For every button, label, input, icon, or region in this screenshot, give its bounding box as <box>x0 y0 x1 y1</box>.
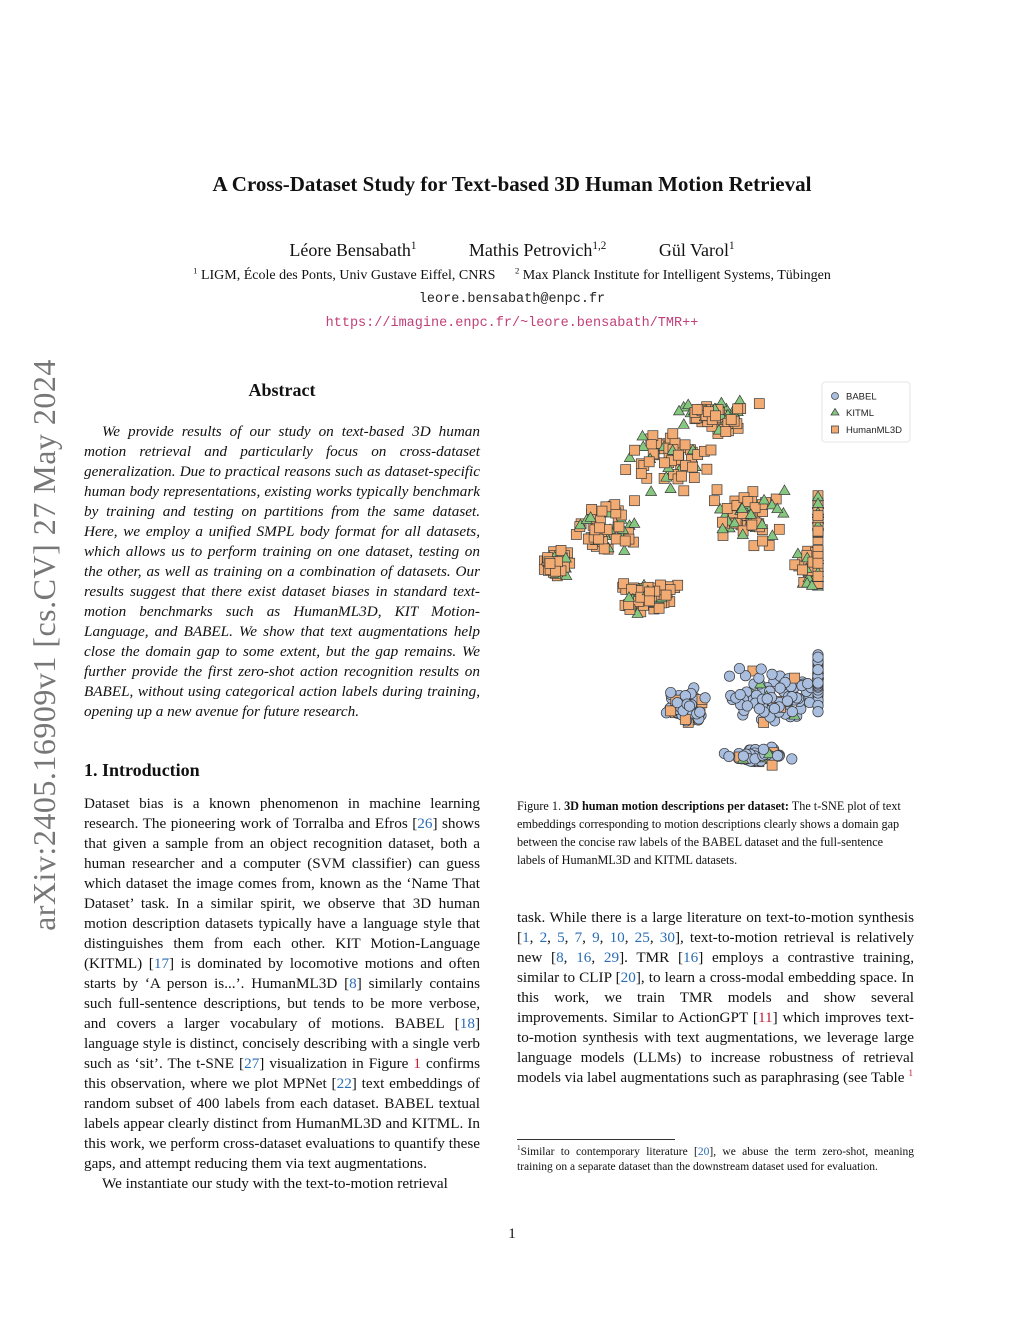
data-point-humanml3d <box>610 500 620 510</box>
data-point-babel <box>756 664 766 674</box>
citation-link[interactable]: 7 <box>574 929 583 946</box>
data-point-humanml3d <box>790 673 800 683</box>
figure-caption: Figure 1. 3D human motion descriptions per dataset: The t-SNE plot of text embeddings corresponding to motion descriptions clearly shows a domain gap between the concise raw labels of the BABEL dataset and the full-sentence labels of HumanML3D and KITML datasets. <box>517 799 901 867</box>
data-point-babel <box>758 744 768 754</box>
footnote-divider <box>517 1139 675 1140</box>
data-point-humanml3d <box>620 536 630 546</box>
data-point-humanml3d <box>754 399 764 409</box>
data-point-humanml3d <box>706 445 716 455</box>
data-point-humanml3d <box>692 404 702 414</box>
data-point-humanml3d <box>644 457 654 467</box>
introduction-text <box>84 794 480 1194</box>
data-point-humanml3d <box>630 445 640 455</box>
data-point-babel <box>735 689 745 699</box>
citation-link[interactable]: 16 <box>683 949 699 966</box>
abstract-text: We provide results of our study on text-based 3D human motion retrieval and particularly focus on cross-dataset generalization. Due to practical reasons such as dataset-specific human body representations, existing works typically benchmark by training and testing on partitions from the same dataset. Here, we employ a unified SMPL body format for all datasets, which allows us to perform training on one dataset, testing on the other, as well as training on a combination of datasets. Our results suggest that there exist dataset biases in standard text-motion benchmarks such as HumanML3D, KIT Motion-Language, and BABEL. We show that text augmentations help close the domain gap to some extent, but the gap remains. We further provide the first zero-shot action recognition results on BABEL, without using categorical action labels during training, opening up a new avenue for future research. <box>84 423 480 720</box>
data-point-humanml3d <box>648 431 658 441</box>
data-point-humanml3d <box>673 450 683 460</box>
legend-marker-babel <box>832 393 839 400</box>
paper-title: A Cross-Dataset Study for Text-based 3D Human Motion Retrieval <box>212 172 812 196</box>
data-point-humanml3d <box>677 471 687 481</box>
data-point-humanml3d <box>709 496 719 506</box>
data-point-kitml <box>646 486 657 496</box>
data-point-humanml3d <box>758 536 768 546</box>
data-point-humanml3d <box>614 522 624 532</box>
legend-label-kitml: KITML <box>846 408 874 419</box>
data-point-humanml3d <box>556 545 566 555</box>
table-link[interactable]: 11 <box>757 1009 773 1026</box>
citation-link[interactable]: 22 <box>336 1075 352 1092</box>
data-point-babel <box>813 678 823 688</box>
data-point-humanml3d <box>679 486 689 496</box>
affiliations <box>0 265 1024 284</box>
footnote: $^1$Similar to contemporary literature [20], we abuse the term zero-shot, meaning training on a separate dataset than the downstream dataset used for evaluation. <box>517 1144 915 1173</box>
legend-marker-humanml3d <box>832 426 839 433</box>
citation-link[interactable]: 2 <box>539 929 548 946</box>
citation-link[interactable]: 1 <box>522 929 530 946</box>
data-point-babel <box>734 663 744 673</box>
data-point-babel <box>787 707 797 717</box>
data-point-humanml3d <box>636 469 646 479</box>
data-point-humanml3d <box>689 473 699 483</box>
paragraph: We instantiate our study with the text-to-motion retrieval <box>102 1175 448 1192</box>
data-point-humanml3d <box>702 464 712 474</box>
data-point-humanml3d <box>645 587 655 597</box>
data-point-babel <box>754 704 764 714</box>
data-point-kitml <box>619 545 630 555</box>
data-point-humanml3d <box>599 544 609 554</box>
data-point-kitml <box>779 485 790 495</box>
citation-link[interactable]: 27 <box>244 1055 260 1072</box>
data-point-humanml3d <box>813 571 823 581</box>
footnote-marker[interactable]: 1 <box>908 1068 914 1079</box>
data-point-humanml3d <box>594 534 604 544</box>
data-point-humanml3d <box>722 503 732 513</box>
data-point-humanml3d <box>797 565 807 575</box>
data-point-humanml3d <box>813 511 823 521</box>
data-point-humanml3d <box>666 706 676 716</box>
citation-link[interactable]: 10 <box>609 929 625 946</box>
data-point-humanml3d <box>646 440 656 450</box>
data-point-babel <box>754 673 764 683</box>
author: Mathis Petrovich$^{1,2}$ <box>468 240 607 260</box>
data-point-babel <box>695 707 705 717</box>
citation-link[interactable]: 20 <box>620 969 636 986</box>
data-point-humanml3d <box>712 485 722 495</box>
data-point-humanml3d <box>668 429 678 439</box>
data-point-babel <box>742 701 752 711</box>
data-point-humanml3d <box>721 427 731 437</box>
data-point-humanml3d <box>644 596 654 606</box>
citation-link[interactable]: 16 <box>576 949 592 966</box>
data-point-humanml3d <box>659 458 669 468</box>
author-list <box>0 240 1024 261</box>
citation-link[interactable]: 25 <box>634 929 650 946</box>
data-point-humanml3d <box>767 760 777 770</box>
legend-label-babel: BABEL <box>846 391 877 403</box>
data-point-babel <box>813 665 823 675</box>
data-point-babel <box>772 751 782 761</box>
affiliation: $^1$ LIGM, École des Ponts, Univ Gustave Eiffel, CNRS <box>193 265 496 283</box>
data-point-humanml3d <box>748 487 758 497</box>
project-website-link[interactable]: https://imagine.enpc.fr/~leore.bensabath/TMR++ <box>325 316 699 331</box>
data-point-kitml <box>678 419 689 429</box>
data-point-babel <box>738 751 748 761</box>
data-point-humanml3d <box>733 404 743 414</box>
data-point-humanml3d <box>813 526 823 536</box>
data-point-humanml3d <box>688 462 698 472</box>
data-point-babel <box>700 693 710 703</box>
data-point-babel <box>724 671 734 681</box>
citation-link[interactable]: 29 <box>603 949 620 966</box>
citation-link[interactable]: 26 <box>417 815 433 832</box>
page-number: 1 <box>508 1226 516 1242</box>
arxiv-identifier: arXiv:2405.16909v1 [cs.CV] 27 May 2024 <box>26 359 62 931</box>
data-point-babel <box>769 703 779 713</box>
citation-link[interactable]: 8 <box>556 949 564 966</box>
contact-email[interactable]: leore.bensabath@enpc.fr <box>418 292 606 307</box>
data-point-humanml3d <box>813 558 823 568</box>
data-point-humanml3d <box>621 465 631 475</box>
data-point-kitml <box>665 483 676 493</box>
data-point-humanml3d <box>630 496 640 506</box>
data-point-babel <box>767 669 777 679</box>
scatter-points <box>539 395 823 770</box>
data-point-humanml3d <box>726 415 736 425</box>
citation-link[interactable]: 20 <box>697 1146 710 1158</box>
citation-link[interactable]: 5 <box>557 929 565 946</box>
tsne-scatter-plot <box>518 376 914 786</box>
right-column-text: task. While there is a large literature on text-to-motion synthesis [1, 2, 5, 7, 9, 10, 25, 30], text-to-motion retrieval is relatively new [8, 16, 29]. TMR [16] employs a contrastive training, similar to CLIP [20], to learn a cross-modal embedding space. In this work, we train TMR models and show several improvements. Similar to ActionGPT [11] which improves text-to-motion synthesis with text augmentations, we leverage large language models (LLMs) to increase robustness of retrieval models via label augmentations such as paraphrasing (see Table $^1$ <box>517 909 915 1086</box>
data-point-humanml3d <box>680 440 690 450</box>
affiliation: $^2$ Max Planck Institute for Intelligent Systems, Tübingen <box>514 265 831 283</box>
data-point-babel <box>813 707 823 717</box>
data-point-babel <box>762 694 772 704</box>
citation-link[interactable]: 30 <box>659 929 675 946</box>
section-heading-introduction: 1. Introduction <box>84 760 200 780</box>
data-point-humanml3d <box>654 603 664 613</box>
citation-link[interactable]: 8 <box>349 975 357 992</box>
citation-link[interactable]: 17 <box>153 955 170 972</box>
citation-link[interactable]: 9 <box>592 929 600 946</box>
author: Gül Varol$^1$ <box>658 240 735 260</box>
data-point-humanml3d <box>597 506 607 516</box>
abstract-heading: Abstract <box>248 380 316 400</box>
data-point-humanml3d <box>611 534 621 544</box>
chart-legend <box>822 382 910 442</box>
data-point-babel <box>724 751 734 761</box>
legend-label-humanml3d: HumanML3D <box>846 425 902 436</box>
data-point-babel <box>684 701 694 711</box>
data-point-babel <box>787 754 797 764</box>
data-point-babel <box>775 683 785 693</box>
data-point-humanml3d <box>711 411 721 421</box>
data-point-humanml3d <box>774 524 784 534</box>
figure-link[interactable]: 1 <box>413 1055 421 1072</box>
data-point-humanml3d <box>747 520 757 530</box>
citation-link[interactable]: 18 <box>459 1015 475 1032</box>
data-point-babel <box>666 687 676 697</box>
data-point-babel <box>813 652 823 662</box>
data-point-humanml3d <box>545 558 555 568</box>
paragraph: Dataset bias is a known phenomenon in machine learning research. The pioneering work of Torralba and Efros [26] shows that given a sample from an object recognition dataset, both a human researcher and a computer (SVM classifier) can guess which dataset the image comes from, known as the ‘Name That Dataset’ task. In a similar spirit, we observe that 3D human motion description datasets typically have a language style that distinguishes them from each other. KIT Motion-Language (KITML) [17] is dominated by locomotive motions and often starts by ‘A person is...’. HumanML3D [8] similarly contains such full-sentence descriptions, but tends to be more verbose, and covers a larger vocabulary of motions. BABEL [18] language style is distinct, concisely describing with a single verb such as ‘sit’. The t-SNE [27] visualization in Figure 1 confirms this observation, where we plot MPNet [22] text embeddings of random subset of 400 labels from each dataset. BABEL textual labels appear clearly distinct from HumanML3D and KITML. In this work, we perform cross-dataset evaluations to quantify these gaps, and attempt reducing them via text augmentations. <box>84 795 480 1172</box>
data-point-babel <box>803 678 813 688</box>
author: Léore Bensabath$^1$ <box>289 240 417 260</box>
data-point-humanml3d <box>661 590 671 600</box>
data-point-humanml3d <box>595 523 605 533</box>
